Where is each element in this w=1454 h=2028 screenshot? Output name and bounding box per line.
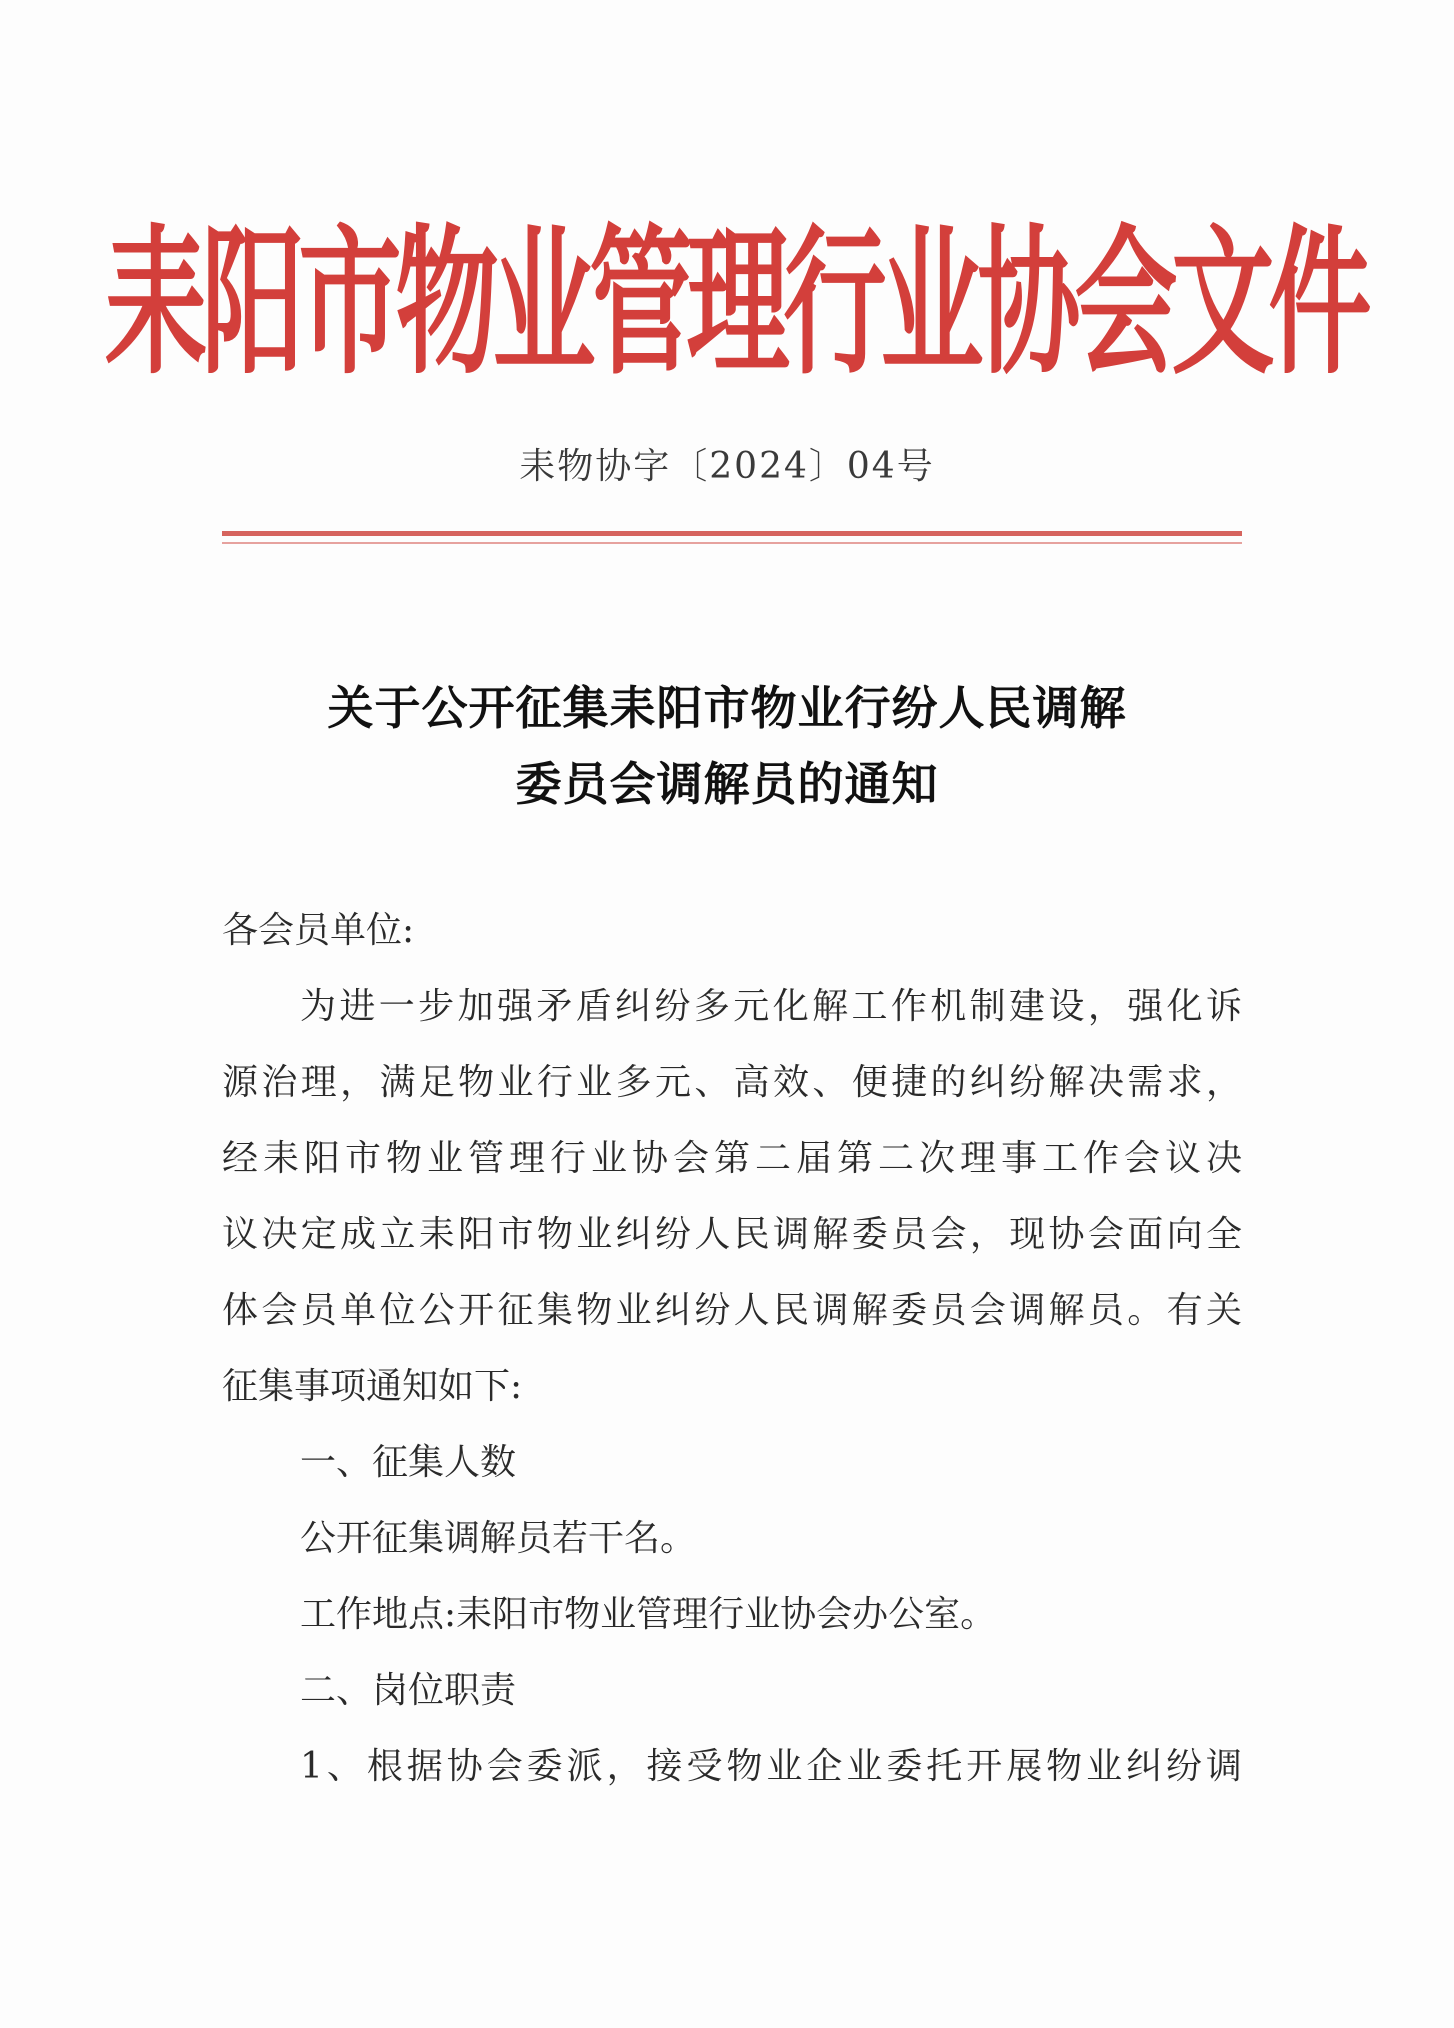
intro-line-5: 体会员单位公开征集物业纠纷人民调解委员会调解员。有关 (222, 1290, 1242, 1331)
notice-title-line-2: 委员会调解员的通知 (515, 757, 939, 811)
section-1-heading: 一、征集人数 (300, 1442, 517, 1483)
salutation: 各会员单位: (222, 910, 415, 951)
header-divider-thick (222, 531, 1242, 536)
section-1-location: 工作地点:耒阳市物业管理行业协会办公室。 (300, 1594, 997, 1635)
notice-title-line-1: 关于公开征集耒阳市物业行纷人民调解 (327, 681, 1127, 735)
header-divider-thin (222, 542, 1242, 544)
intro-line-4: 议决定成立耒阳市物业纠纷人民调解委员会，现协会面向全 (222, 1214, 1242, 1255)
section-2-heading: 二、岗位职责 (300, 1670, 517, 1711)
intro-line-2: 源治理，满足物业行业多元、高效、便捷的纠纷解决需求， (222, 1062, 1242, 1103)
intro-line-3: 经耒阳市物业管理行业协会第二届第二次理事工作会议决 (222, 1138, 1242, 1179)
intro-line-1: 为进一步加强矛盾纠纷多元化解工作机制建设，强化诉 (300, 986, 1242, 1027)
section-2-item-1: 1、根据协会委派，接受物业企业委托开展物业纠纷调 (300, 1746, 1242, 1787)
masthead-title: 耒阳市物业管理行业协会文件 (104, 209, 1366, 397)
intro-line-6: 征集事项通知如下: (222, 1366, 523, 1407)
document-number: 耒物协字〔2024〕04号 (519, 446, 935, 487)
section-1-count: 公开征集调解员若干名。 (300, 1518, 697, 1559)
